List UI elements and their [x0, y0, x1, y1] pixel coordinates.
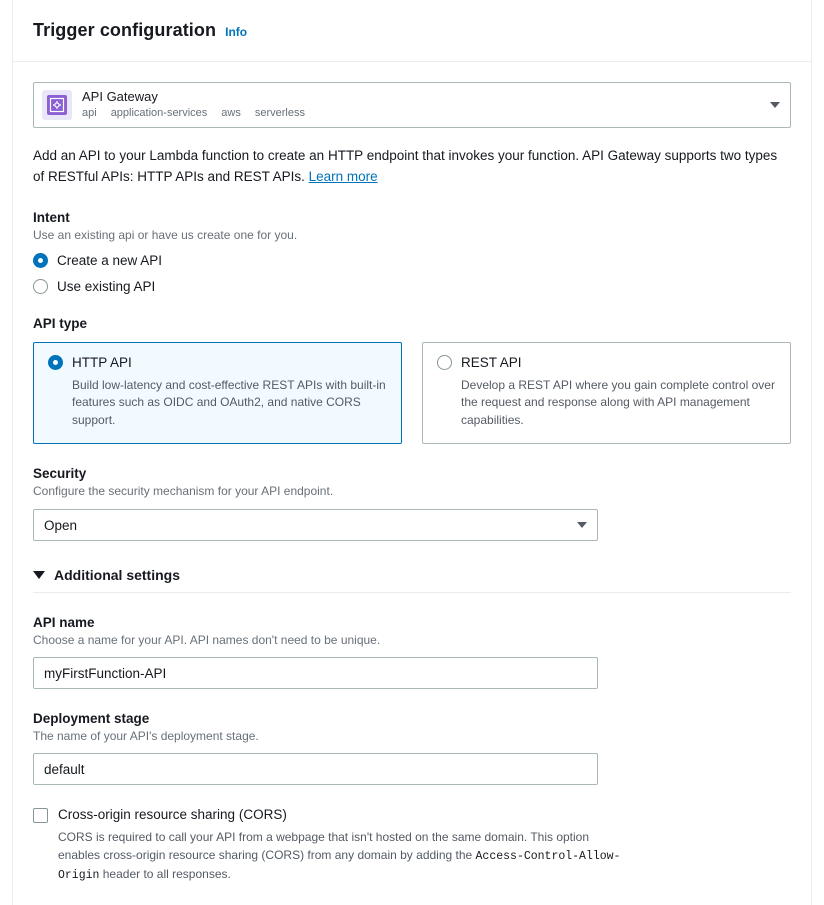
- cors-label: Cross-origin resource sharing (CORS): [58, 807, 287, 823]
- card-head: [48, 355, 387, 370]
- security-select[interactable]: [33, 509, 598, 541]
- security-section: [33, 466, 791, 541]
- card-head: [437, 355, 776, 370]
- cors-description-part1: CORS is required to call your API from a webpage that isn't hosted on the same domain. This option enables cross-origin resource sharing (CORS) from any domain by adding the: [58, 830, 590, 863]
- api-type-card-description: Develop a REST API where you gain complete control over the request and response along with API management capabilities.: [461, 377, 775, 427]
- intent-section: [33, 210, 791, 294]
- triangle-down-icon[interactable]: [33, 571, 45, 579]
- cors-header-code: Access-Control-Allow-Origin: [58, 850, 621, 883]
- source-tags: [82, 107, 760, 120]
- intent-label: Intent: [33, 209, 70, 225]
- radio-icon[interactable]: [437, 355, 452, 370]
- api-type-card-title: REST API: [461, 354, 522, 370]
- intent-option-create-new-api[interactable]: [33, 253, 791, 268]
- additional-settings-toggle[interactable]: [33, 567, 791, 593]
- api-name-section: [33, 615, 791, 689]
- api-type-card-rest-api[interactable]: [422, 342, 791, 444]
- security-label: Security: [33, 466, 87, 482]
- api-type-section: [33, 316, 791, 444]
- cors-option[interactable]: [33, 807, 791, 885]
- source-text: [82, 90, 760, 120]
- api-gateway-icon: [42, 90, 72, 120]
- intent-hint: Use an existing api or have us create one for you.: [33, 227, 298, 242]
- learn-more-link[interactable]: Learn more: [308, 168, 378, 184]
- intent-option-label: Create a new API: [57, 252, 163, 268]
- source-name: API Gateway: [82, 89, 158, 105]
- panel-header: [13, 0, 811, 62]
- deployment-stage-section: [33, 711, 791, 785]
- api-name-hint: Choose a name for your API. API names don't need to be unique.: [33, 633, 381, 648]
- description-text: Add an API to your Lambda function to create an HTTP endpoint that invokes your function. API Gateway supports two types of RESTful APIs: HTTP APIs and REST APIs.: [33, 148, 778, 184]
- api-type-cards: [33, 342, 791, 444]
- api-name-input[interactable]: [33, 657, 598, 689]
- deployment-stage-label: Deployment stage: [33, 711, 150, 727]
- info-link[interactable]: Info: [225, 25, 248, 39]
- deployment-stage-input[interactable]: [33, 753, 598, 785]
- trigger-configuration-panel: [12, 0, 812, 905]
- radio-icon[interactable]: [33, 279, 48, 294]
- security-hint: Configure the security mechanism for your API endpoint.: [33, 484, 334, 499]
- api-name-label: API name: [33, 615, 95, 631]
- source-tag: api: [82, 107, 97, 120]
- chevron-down-icon[interactable]: [577, 522, 587, 528]
- chevron-down-icon[interactable]: [770, 102, 780, 108]
- source-tag: aws: [221, 107, 241, 120]
- source-tag: application-services: [110, 107, 208, 120]
- radio-icon[interactable]: [33, 253, 48, 268]
- cors-description: [58, 828, 623, 885]
- additional-settings-label: Additional settings: [54, 567, 180, 584]
- trigger-description: [33, 146, 791, 188]
- page-title: Trigger configuration: [33, 20, 217, 40]
- radio-icon[interactable]: [48, 355, 63, 370]
- cors-text: [58, 807, 623, 885]
- security-selected-value: Open: [44, 517, 78, 533]
- panel-body: [13, 62, 811, 905]
- deployment-stage-hint: The name of your API's deployment stage.: [33, 729, 259, 744]
- api-type-card-title: HTTP API: [72, 354, 132, 370]
- trigger-source-select[interactable]: [33, 82, 791, 128]
- cors-description-part2: header to all responses.: [99, 867, 231, 882]
- api-type-label: API type: [33, 315, 88, 331]
- api-type-card-http-api[interactable]: [33, 342, 402, 444]
- intent-option-use-existing-api[interactable]: [33, 279, 791, 294]
- intent-option-label: Use existing API: [57, 278, 156, 294]
- api-type-card-description: Build low-latency and cost-effective REST APIs with built-in features such as OIDC and OAuth2, and native CORS support.: [72, 377, 386, 427]
- source-tag: serverless: [254, 107, 305, 120]
- checkbox-icon[interactable]: [33, 808, 48, 823]
